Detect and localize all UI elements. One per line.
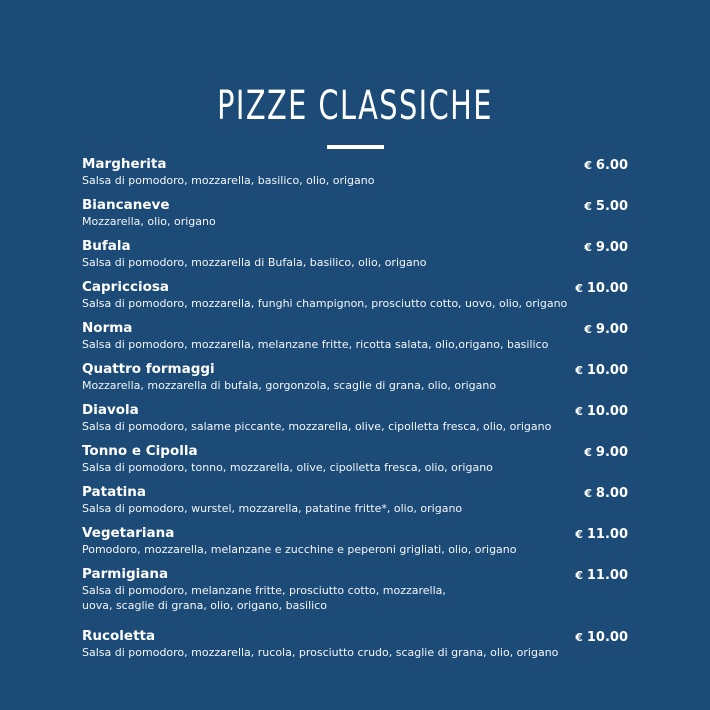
item-name: Bufala <box>82 238 131 254</box>
euro-sign: € <box>575 631 583 644</box>
item-name: Biancaneve <box>82 197 170 213</box>
euro-sign: € <box>584 241 592 254</box>
item-price <box>575 629 628 647</box>
euro-sign: € <box>575 364 583 377</box>
euro-sign: € <box>584 159 592 172</box>
price-value: 10.00 <box>586 630 628 645</box>
item-name: Vegetariana <box>82 525 175 541</box>
title-underline <box>327 145 384 149</box>
euro-sign: € <box>584 487 592 500</box>
euro-sign: € <box>575 569 583 582</box>
menu-list <box>82 155 642 668</box>
euro-sign: € <box>575 405 583 418</box>
menu-title: PIZZE CLASSICHE <box>217 83 493 129</box>
item-description: Salsa di pomodoro, mozzarella di Bufala, basilico, olio, origano <box>82 256 427 269</box>
item-price <box>584 485 628 503</box>
item-description: Mozzarella, mozzarella di bufala, gorgonzola, scaglie di grana, olio, origano <box>82 379 497 392</box>
item-description: Pomodoro, mozzarella, melanzane e zucchine e peperoni grigliati, olio, origano <box>82 543 517 556</box>
item-name: Quattro formaggi <box>82 361 215 377</box>
price-value: 8.00 <box>595 486 628 501</box>
price-value: 5.00 <box>595 199 628 214</box>
euro-sign: € <box>575 528 583 541</box>
item-name: Patatina <box>82 484 147 500</box>
item-price <box>575 280 628 298</box>
menu-item-quattro-formaggi <box>82 360 642 393</box>
price-value: 10.00 <box>586 281 628 296</box>
item-description: Mozzarella, olio, origano <box>82 215 216 228</box>
item-description: Salsa di pomodoro, mozzarella, melanzane fritte, ricotta salata, olio,origano, basilico <box>82 338 549 351</box>
price-value: 9.00 <box>595 322 628 337</box>
item-price <box>575 526 628 544</box>
menu-item-biancaneve <box>82 196 642 229</box>
item-description: Salsa di pomodoro, mozzarella, basilico, olio, origano <box>82 174 375 187</box>
item-price <box>584 198 628 216</box>
price-value: 11.00 <box>586 527 628 542</box>
price-value: 11.00 <box>586 568 628 583</box>
item-description: Salsa di pomodoro, mozzarella, rucola, prosciutto crudo, scaglie di grana, olio, origano <box>82 646 559 659</box>
item-price <box>584 157 628 175</box>
item-name: Norma <box>82 320 133 336</box>
menu-item-parmigiana <box>82 565 642 613</box>
euro-sign: € <box>575 282 583 295</box>
menu-item-norma <box>82 319 642 352</box>
menu-item-tonno-e-cipolla <box>82 442 642 475</box>
item-price <box>584 239 628 257</box>
item-name: Tonno e Cipolla <box>82 443 198 459</box>
item-description: Salsa di pomodoro, tonno, mozzarella, olive, cipolletta fresca, olio, origano <box>82 461 493 474</box>
price-value: 6.00 <box>595 158 628 173</box>
price-value: 9.00 <box>595 240 628 255</box>
item-name: Margherita <box>82 156 167 172</box>
menu-item-capricciosa <box>82 278 642 311</box>
menu-item-diavola <box>82 401 642 434</box>
menu-item-bufala <box>82 237 642 270</box>
euro-sign: € <box>584 446 592 459</box>
item-name: Rucoletta <box>82 628 156 644</box>
price-value: 10.00 <box>586 404 628 419</box>
menu-item-rucoletta <box>82 627 642 660</box>
euro-sign: € <box>584 200 592 213</box>
menu-item-patatina <box>82 483 642 516</box>
euro-sign: € <box>584 323 592 336</box>
item-price <box>584 444 628 462</box>
item-name: Parmigiana <box>82 566 169 582</box>
item-name: Diavola <box>82 402 139 418</box>
item-price <box>575 362 628 380</box>
item-description: Salsa di pomodoro, salame piccante, mozzarella, olive, cipolletta fresca, olio, origano <box>82 420 552 433</box>
price-value: 10.00 <box>586 363 628 378</box>
item-name: Capricciosa <box>82 279 170 295</box>
item-price <box>575 567 628 585</box>
menu-item-margherita <box>82 155 642 188</box>
item-price <box>584 321 628 339</box>
item-description: Salsa di pomodoro, wurstel, mozzarella, patatine fritte*, olio, origano <box>82 502 463 515</box>
item-price <box>575 403 628 421</box>
item-description: Salsa di pomodoro, melanzane fritte, prosciutto cotto, mozzarella, uova, scaglie di grana, olio, origano, basilico <box>82 584 446 612</box>
menu-item-vegetariana <box>82 524 642 557</box>
price-value: 9.00 <box>595 445 628 460</box>
item-description: Salsa di pomodoro, mozzarella, funghi champignon, prosciutto cotto, uovo, olio, origano <box>82 297 568 310</box>
